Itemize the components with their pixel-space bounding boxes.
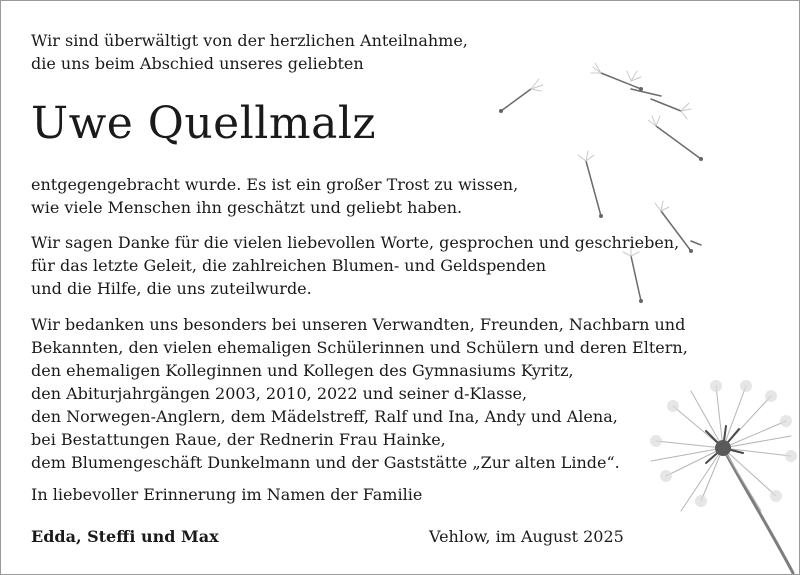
danke-line: Wir sagen Danke für die vielen liebevollen Worte, gesprochen und geschrieben, [31, 233, 680, 252]
danke-line: und die Hilfe, die uns zuteilwurde. [31, 279, 312, 298]
bedanken-line: den ehemaligen Kolleginnen und Kollegen des Gymnasiums Kyritz, [31, 361, 574, 380]
danke-line: für das letzte Geleit, die zahlreichen Blumen- und Geldspenden [31, 256, 547, 275]
intro-line: die uns beim Abschied unseres geliebten [31, 54, 364, 73]
bedanken-line: bei Bestattungen Raue, der Rednerin Frau Hainke, [31, 430, 446, 449]
trost-line: entgegengebracht wurde. Es ist ein großer Trost zu wissen, [31, 175, 519, 194]
bedanken-line: Wir bedanken uns besonders bei unseren Verwandten, Freunden, Nachbarn und [31, 315, 686, 334]
erinnerung-line: In liebevoller Erinnerung im Namen der Familie [31, 485, 423, 504]
bedanken-line: dem Blumengeschäft Dunkelmann und der Gaststätte „Zur alten Linde“. [31, 453, 620, 472]
bedanken-line: Bekannten, den vielen ehemaligen Schülerinnen und Schülern und deren Eltern, [31, 338, 688, 357]
danke-paragraph [31, 231, 679, 300]
bedanken-line: den Norwegen-Anglern, dem Mädelstreff, Ralf und Ina, Andy und Alena, [31, 407, 618, 426]
deceased-name: Uwe Quellmalz [31, 98, 377, 149]
trost-paragraph [31, 173, 518, 219]
trost-line: wie viele Menschen ihn geschätzt und geliebt haben. [31, 198, 463, 217]
intro-line: Wir sind überwältigt von der herzlichen Anteilnahme, [31, 31, 468, 50]
place-date: Vehlow, im August 2025 [429, 527, 624, 546]
bedanken-line: den Abiturjahrgängen 2003, 2010, 2022 und seiner d-Klasse, [31, 384, 528, 403]
bedanken-paragraph [31, 313, 688, 474]
signers: Edda, Steffi und Max [31, 527, 219, 546]
intro-paragraph [31, 29, 468, 75]
